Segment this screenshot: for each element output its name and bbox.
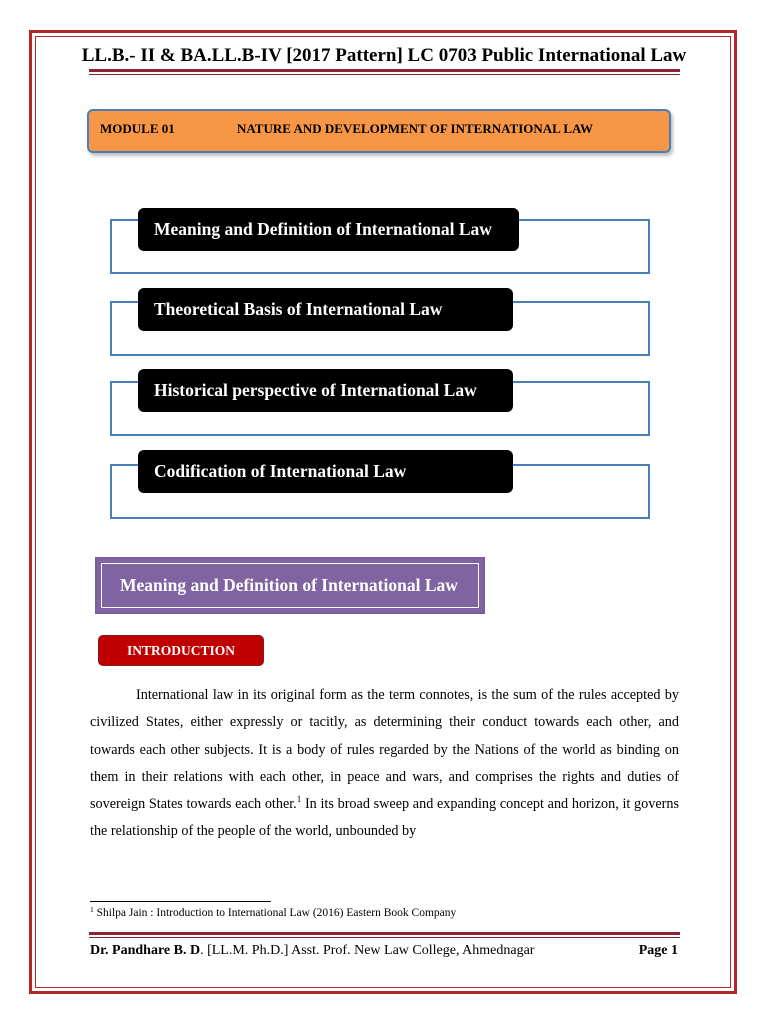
section-heading-box <box>95 557 485 614</box>
topic-label-4: Codification of International Law <box>138 450 513 493</box>
module-banner <box>87 109 671 153</box>
section-heading: Meaning and Definition of International Law <box>101 563 479 608</box>
header-rule <box>89 69 680 72</box>
body-text-part1: International law in its original form as the term connotes, is the sum of the rules accepted by civilized States, either expressly or tacitly, as determining their conduct towards each other, and towards each other subjects. It is a body of rules regarded by the Nations of the world as binding on them in their relations with each other, in peace and wars, and comprises the rights and duties of sovereign States towards each other. <box>90 687 679 813</box>
introduction-badge: INTRODUCTION <box>98 635 264 666</box>
topic-label-2: Theoretical Basis of International Law <box>138 288 513 331</box>
page-number: Page 1 <box>638 943 678 958</box>
module-number: MODULE 01 <box>100 121 175 136</box>
topic-label-1: Meaning and Definition of International Law <box>138 208 519 251</box>
topic-label-3: Historical perspective of International Law <box>138 369 513 412</box>
footnote-reference[interactable]: 1 <box>296 794 302 805</box>
body-paragraph <box>90 682 679 846</box>
footnote-marker: 1 <box>90 905 94 914</box>
footer-rule-thin <box>89 937 680 938</box>
footnote-rule <box>90 901 271 902</box>
module-title: NATURE AND DEVELOPMENT OF INTERNATIONAL LAW <box>237 121 593 136</box>
footer-details: . [LL.M. Ph.D.] Asst. Prof. New Law College, Ahmednagar <box>200 943 535 958</box>
footnote-text: Shilpa Jain : Introduction to International Law (2016) Eastern Book Company <box>93 907 457 919</box>
header-rule-thin <box>89 74 680 75</box>
body-text-part2: In its broad sweep and expanding concept and horizon, it governs the relationship of the people of the world, unbounded by <box>90 796 679 840</box>
header-title: LL.B.- II & BA.LL.B-IV [2017 Pattern] LC 0703 Public International Law <box>81 45 687 66</box>
footnote <box>90 907 456 919</box>
footer-author-line <box>90 943 534 959</box>
footer-author: Dr. Pandhare B. D <box>90 943 201 958</box>
footer-rule <box>89 932 680 935</box>
